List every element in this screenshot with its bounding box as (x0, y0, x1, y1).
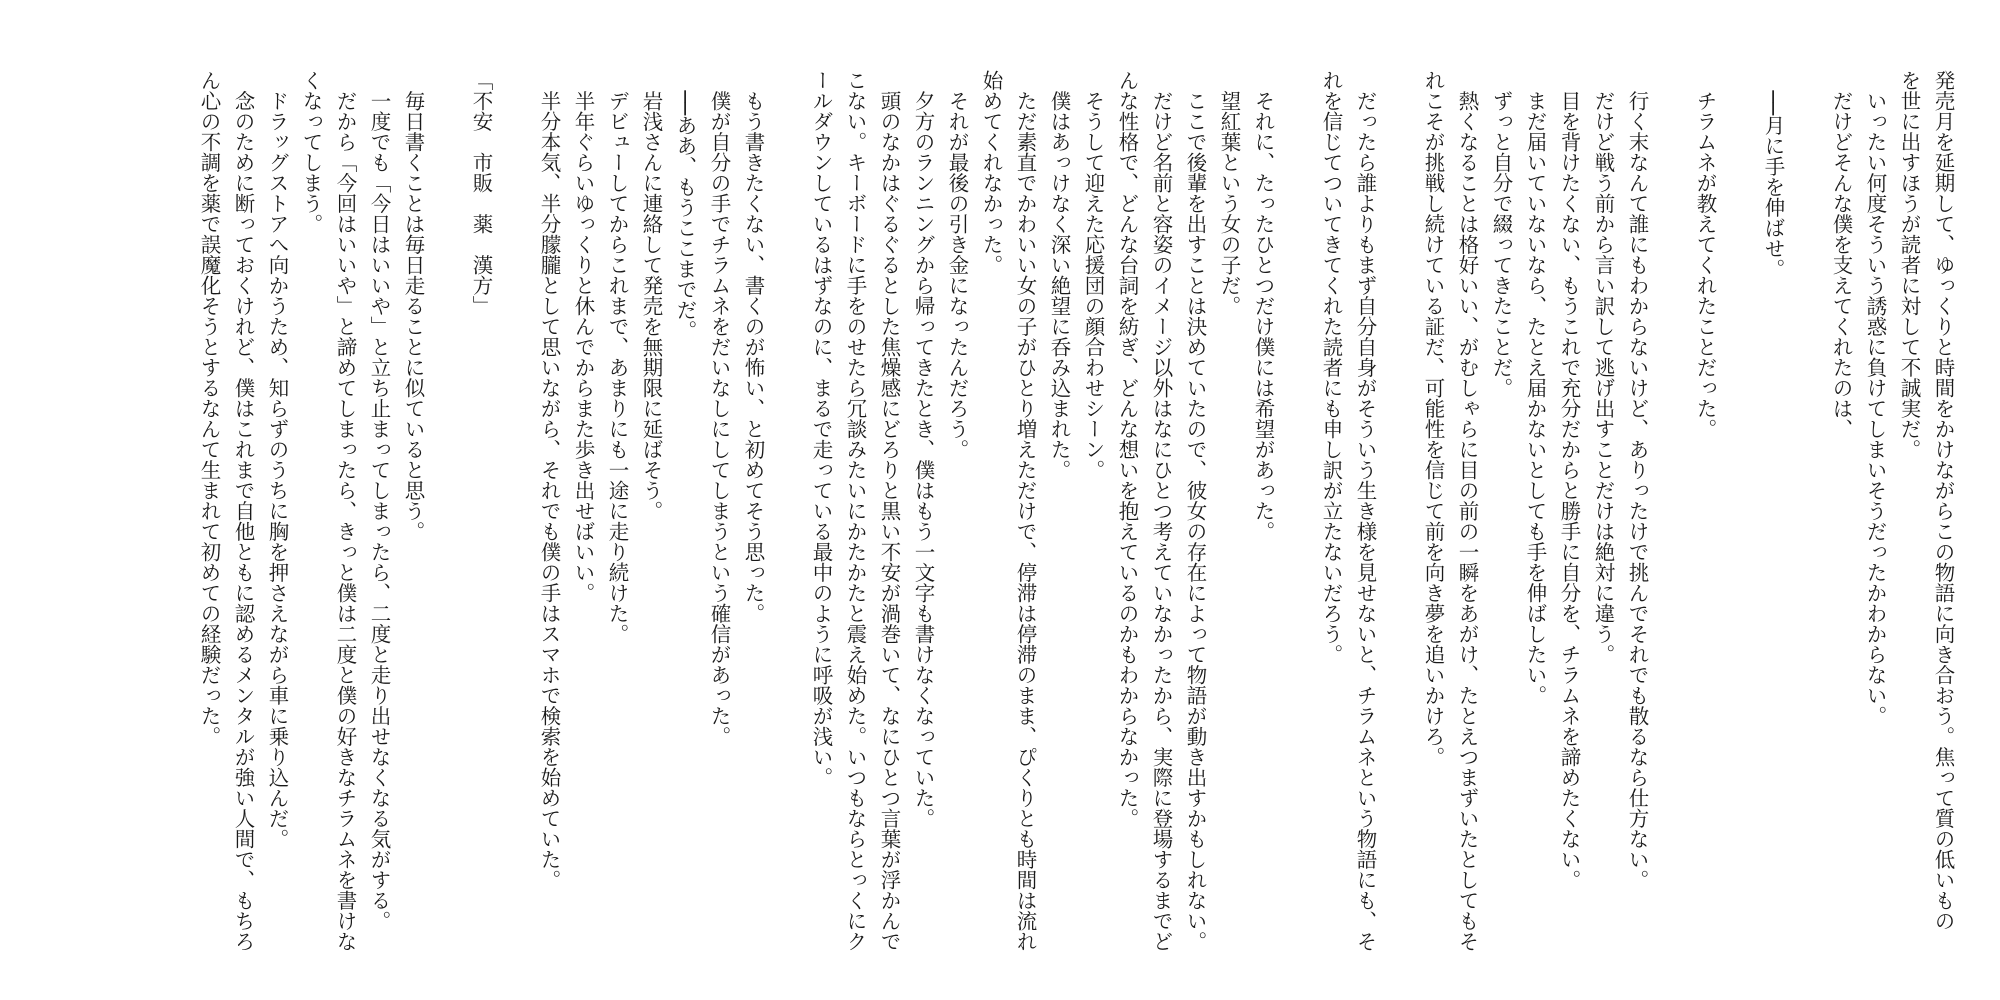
text-line: ずっと自分で綴ってきたことだ。 (1489, 70, 1513, 398)
text-line: ──月に手を伸ばせ。 (1761, 70, 1785, 280)
text-line: 夕方のランニングから帰ってきたとき、僕はもう一文字も書けなくなっていた。 (911, 70, 935, 829)
text-line: ただ素直でかわいい女の子がひとり増えただけで、停滞は停滞のまま、ぴくりとも時間は流れ (1013, 70, 1037, 952)
vertical-text-body (20, 70, 1960, 970)
text-line: 岩浅さんに連絡して発売を無期限に延ばそう。 (639, 70, 663, 521)
text-line: まだ届いていないなら、たとえ届かないとしても手を伸ばしたい。 (1523, 70, 1547, 706)
text-line: 僕が自分の手でチラムネをだいなしにしてしまうという確信があった。 (707, 70, 731, 747)
text-line: だったら誰よりもまず自分自身がそういう生き様を見せないと、チラムネという物語にも、そ (1353, 70, 1377, 952)
text-line: だけどそんな僕を支えてくれたのは、 (1829, 70, 1853, 439)
text-line: 半年ぐらいゆっくりと休んでからまた歩き出せばいい。 (571, 70, 595, 603)
text-line: ールダウンしているはずなのに、まるで走っている最中のように呼吸が浅い。 (809, 70, 833, 788)
text-line: それが最後の引き金になったんだろう。 (945, 70, 969, 460)
text-line: ん心の不調を薬で誤魔化そうとするなんて生まれて初めての経験だった。 (197, 70, 221, 747)
text-line: だけど戦う前から言い訳して逃げ出すことだけは絶対に違う。 (1591, 70, 1615, 665)
text-line: れこそが挑戦し続けている証だ、可能性を信じて前を向き夢を追いかけろ。 (1421, 70, 1445, 767)
text-line: 念のために断っておくけれど、僕はこれまで自他ともに認めるメンタルが強い人間で、もちろ (231, 70, 255, 952)
text-line: 半分本気、半分朦朧として思いながら、それでも僕の手はスマホで検索を始めていた。 (537, 70, 561, 890)
text-line: そうして迎えた応援団の顔合わせシーン。 (1081, 70, 1105, 480)
text-line: くなってしまう。 (299, 70, 323, 234)
text-line: れを信じてついてきてくれた読者にも申し訳が立たないだろう。 (1319, 70, 1343, 665)
text-line: それに、たったひとつだけ僕には希望があった。 (1251, 70, 1275, 542)
text-line: ドラッグストアへ向かうため、知らずのうちに胸を押さえながら車に乗り込んだ。 (265, 70, 289, 849)
text-line: ここで後輩を出すことは決めていたので、彼女の存在によって物語が動き出すかもしれない。 (1183, 70, 1207, 952)
text-line: 毎日書くことは毎日走ることに似ていると思う。 (401, 70, 425, 542)
text-line: デビューしてからこれまで、あまりにも一途に走り続けた。 (605, 70, 629, 644)
text-line: 熱くなることは格好いい、がむしゃらに目の前の一瞬をあがけ、たとえつまずいたとしてもそ (1455, 70, 1479, 952)
text-line: 発売月を延期して、ゆっくりと時間をかけながらこの物語に向き合おう。焦って質の低いもの (1931, 70, 1955, 931)
text-line: もう書きたくない、書くのが怖い、と初めてそう思った。 (741, 70, 765, 624)
text-line: チラムネが教えてくれたことだった。 (1693, 70, 1717, 439)
text-line: ──ああ、もうここまでだ。 (673, 70, 697, 341)
text-line: んな性格で、どんな台詞を紡ぎ、どんな想いを抱えているのかもわからなかった。 (1115, 70, 1139, 829)
text-line: 望紅葉という女の子だ。 (1217, 70, 1241, 316)
text-line: 行く末なんて誰にもわからないけど、ありったけで挑んでそれでも散るなら仕方ない。 (1625, 70, 1649, 890)
text-line: 頭のなかはぐるぐるとした焦燥感にどろりと黒い不安が渦巻いて、なにひとつ言葉が浮かんで (877, 70, 901, 952)
text-line: こない。キーボードに手をのせたら冗談みたいにかたかたと震え始めた。いつもならとっくにク (843, 70, 867, 952)
text-line: だから「今回はいいや」と諦めてしまったら、きっと僕は二度と僕の好きなチラムネを書けな (333, 70, 357, 952)
text-line: 「不安 市販 薬 漢方」 (469, 70, 493, 316)
text-line: いったい何度そういう誘惑に負けてしまいそうだったかわからない。 (1863, 70, 1887, 726)
text-line: だけど名前と容姿のイメージ以外はなにひとつ考えていなかったから、実際に登場するまでど (1149, 70, 1173, 952)
text-line: 始めてくれなかった。 (979, 70, 1003, 275)
text-line: を世に出すほうが読者に対して不誠実だ。 (1897, 70, 1921, 460)
text-line: 僕はあっけなく深い絶望に呑み込まれた。 (1047, 70, 1071, 480)
text-line: 目を背けたくない、もうこれで充分だからと勝手に自分を、チラムネを諦めたくない。 (1557, 70, 1581, 890)
text-line: 一度でも「今日はいいや」と立ち止まってしまったら、二度と走り出せなくなる気がする。 (367, 70, 391, 931)
